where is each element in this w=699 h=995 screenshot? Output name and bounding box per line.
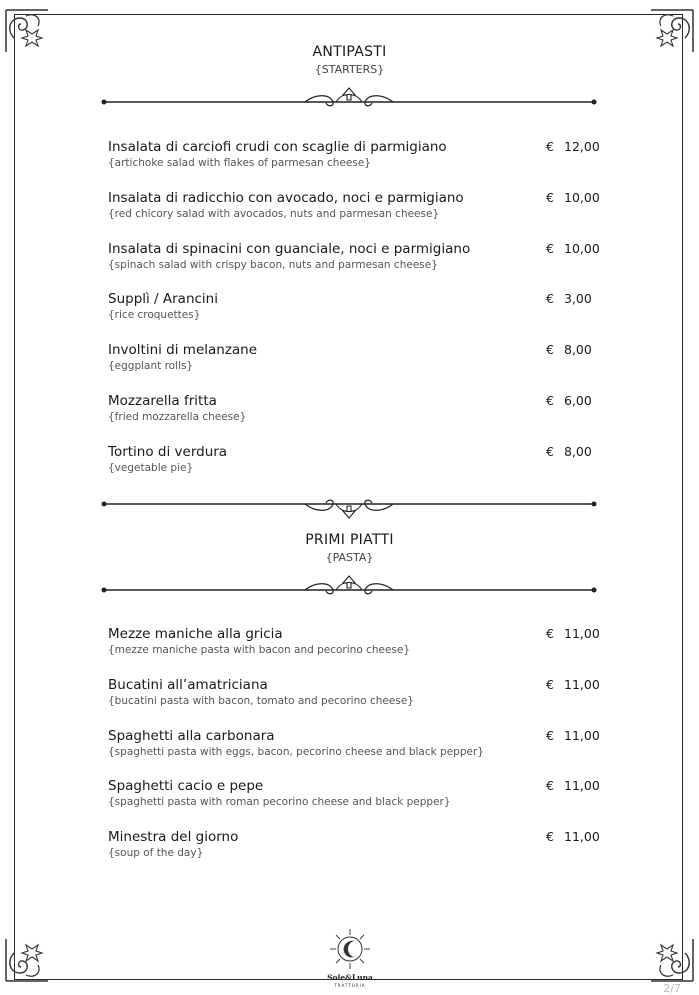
dish-name: Minestra del giorno [108,829,239,846]
currency-symbol: € [546,393,554,408]
dish-description: {spaghetti pasta with roman pecorino cheese and black pepper} [108,796,451,809]
dish-price [546,139,598,154]
menu-item [108,393,598,423]
price-value: 10,00 [564,240,600,256]
dish-name: Mozzarella fritta [108,393,217,409]
corner-ornament-icon [649,937,695,983]
currency-symbol: € [546,676,554,692]
menu-item [108,342,598,372]
section-title: ANTIPASTI [312,44,387,60]
price-value: 11,00 [564,676,600,692]
dish-description: {spinach salad with crispy bacon, nuts and parmesan cheese} [108,258,438,271]
dish-name: Mezze maniche alla gricia [108,626,283,642]
dish-description: {vegetable pie} [108,461,194,474]
menu-item [108,291,598,321]
price-value: 11,00 [564,727,600,743]
price-value: 8,00 [564,342,592,358]
flourish-divider-icon [100,490,598,520]
dish-price [546,190,598,205]
dish-price [546,677,598,692]
flourish-divider-icon [100,574,598,604]
menu-item [108,829,598,859]
menu-item [108,444,598,474]
menu-item [108,241,598,271]
price-value: 3,00 [564,291,592,307]
dish-description: {fried mozzarella cheese} [108,411,247,423]
dish-description: {soup of the day} [108,847,204,860]
price-value: 11,00 [564,829,600,845]
dish-name: Tortino di verdura [108,443,228,460]
section-subtitle: {STARTERS} [314,63,385,76]
dish-description: {red chicory salad with avocados, nuts and parmesan cheese} [108,207,440,220]
dish-price [546,291,598,306]
flourish-divider-icon [100,86,598,116]
dish-description: {spaghetti pasta with eggs, bacon, pecorino cheese and black pepper} [108,745,484,758]
dish-description: {mezze maniche pasta with bacon and pecorino cheese} [108,644,411,656]
menu-item [108,677,598,707]
dish-price [546,829,598,844]
dish-name: Spaghetti cacio e pepe [108,778,264,795]
dish-name: Insalata di carciofi crudi con scaglie di parmigiano [108,139,447,155]
price-value: 11,00 [564,778,600,794]
dish-name: Insalata di spinacini con guanciale, noci e parmigiano [108,240,471,257]
currency-symbol: € [546,342,554,358]
dish-price [546,626,598,641]
section-title: PRIMI PIATTI [305,532,394,548]
dish-name: Supplì / Arancini [108,291,218,308]
dish-name: Spaghetti alla carbonara [108,727,275,744]
menu-item [108,626,598,656]
currency-symbol: € [546,291,554,307]
section-subtitle: {PASTA} [325,551,374,564]
currency-symbol: € [546,778,554,794]
dish-description: {artichoke salad with flakes of parmesan cheese} [108,157,371,169]
dish-price [546,728,598,743]
dish-description: {rice croquettes} [108,309,201,322]
dish-name: Insalata di radicchio con avocado, noci e parmigiano [108,189,464,206]
price-value: 12,00 [564,139,600,154]
menu-item [108,728,598,758]
dish-description: {bucatini pasta with bacon, tomato and pecorino cheese} [108,694,414,707]
page-number: 2/7 [663,982,681,995]
price-value: 6,00 [564,393,592,408]
currency-symbol: € [546,626,554,641]
currency-symbol: € [546,443,554,459]
dish-price [546,342,598,357]
dish-price [546,393,598,408]
price-value: 11,00 [564,626,600,641]
currency-symbol: € [546,189,554,205]
currency-symbol: € [546,240,554,256]
dish-price [546,241,598,256]
menu-item [108,778,598,808]
corner-ornament-icon [4,937,50,983]
currency-symbol: € [546,829,554,845]
currency-symbol: € [546,727,554,743]
dish-price [546,444,598,459]
dish-description: {eggplant rolls} [108,360,194,373]
dish-price [546,778,598,793]
menu-item [108,190,598,220]
logo-text: Sole&Luna [327,973,373,982]
price-value: 10,00 [564,189,600,205]
dish-name: Involtini di melanzane [108,342,258,359]
menu-item [108,139,598,169]
logo-subtext: TRATTORIA [334,983,366,988]
currency-symbol: € [546,139,554,154]
price-value: 8,00 [564,443,592,459]
dish-name: Bucatini all’amatriciana [108,676,268,693]
